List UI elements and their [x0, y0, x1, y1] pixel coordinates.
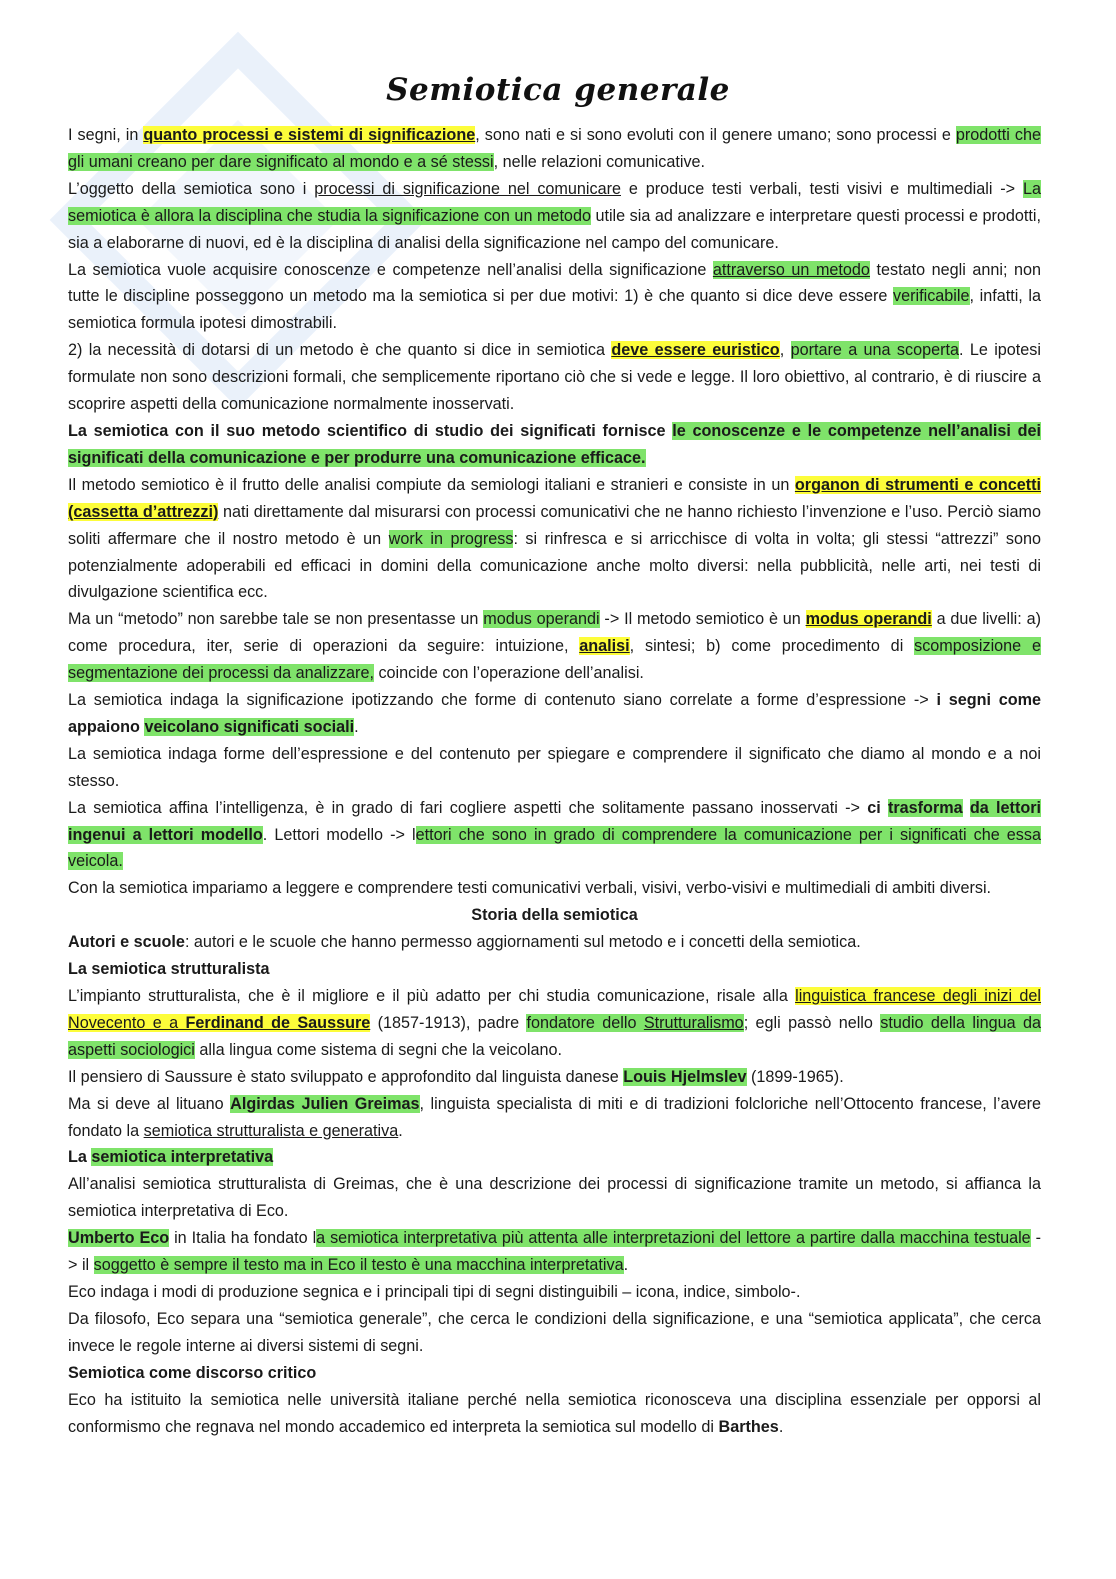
text-run: testato negli anni; non tutte le discipline posseggono un metodo ma la semiotica si per due motivi: 1) è che quanto si dice deve essere — [68, 260, 1042, 306]
text-run: in Italia ha fondato l — [169, 1229, 317, 1248]
paragraph — [68, 795, 1041, 876]
highlighted-text: veicolano significati sociali — [144, 717, 355, 736]
text-run: , nelle relazioni comunicative. — [493, 152, 706, 171]
text-run: Storia della semiotica — [471, 906, 638, 925]
highlighted-text: da lettori ingenui a lettori modello — [68, 798, 1042, 844]
highlighted-text: work in progress — [388, 529, 514, 548]
text-run: coincide con l’operazione dell’analisi. — [373, 664, 644, 683]
text-run: . — [623, 1256, 629, 1275]
text-run: , — [779, 341, 791, 360]
highlighted-text: soggetto è sempre il testo ma in Eco il testo è una macchina interpretativa — [93, 1256, 624, 1275]
paragraph — [68, 472, 1041, 607]
paragraph — [68, 1225, 1041, 1279]
text-run: I segni, in — [68, 126, 144, 144]
highlighted-text: organon di strumenti e concetti (cassetta d’attrezzi) — [68, 475, 1041, 521]
paragraph — [68, 1171, 1041, 1225]
paragraph — [68, 257, 1041, 338]
highlighted-text: ettori che sono in grado di comprendere la comunicazione per i significati che essa veicola. — [68, 825, 1041, 871]
highlighted-text: semiotica interpretativa — [91, 1148, 274, 1167]
text-run: 2) la necessità di dotarsi di un metodo è che quanto si dice in semiotica — [68, 341, 612, 360]
highlighted-text: fondatore dello — [526, 1013, 644, 1032]
document-body — [68, 122, 1041, 1440]
text-run — [963, 799, 970, 817]
text-run: La semiotica vuole acquisire conoscenze e competenze nell’analisi della significazione — [68, 260, 713, 279]
paragraph — [68, 1279, 1041, 1306]
highlighted-text: Umberto Eco — [68, 1229, 170, 1248]
text-run: alla lingua come sistema di segni che la veicolano. — [194, 1040, 562, 1059]
paragraph — [68, 929, 1041, 956]
paragraph — [68, 741, 1041, 795]
section-title — [68, 902, 1041, 929]
highlighted-text: Louis Hjelmslev — [623, 1067, 747, 1086]
text-run: . — [354, 717, 359, 736]
page-title: Semiotica generale — [386, 72, 730, 108]
text-run: Il metodo semiotico è il frutto delle analisi compiute da semiologi italiani e stranieri e consiste in un — [68, 475, 795, 494]
highlighted-text: analisi — [579, 637, 630, 656]
highlighted-text: Ferdinand de Saussure — [185, 1013, 371, 1032]
highlighted-text: prodotti che gli umani creano per dare significato al mondo e a sé stessi — [68, 126, 1041, 171]
text-run: a due livelli: a) come procedura, iter, serie di operazioni da seguire: intuizione, — [68, 610, 1041, 656]
section-heading — [68, 1144, 1041, 1171]
text-run: L’oggetto della semiotica sono i — [68, 179, 315, 198]
paragraph — [68, 983, 1041, 1064]
text-run: Da filosofo, Eco separa una “semiotica generale”, che cerca le condizioni della significazione, e una “semiotica applicata”, che cerca invece le regole interne ai diversi sistemi di segni. — [68, 1309, 1041, 1355]
highlighted-text: portare a una scoperta — [790, 341, 959, 360]
text-run: Ma si deve al lituano — [68, 1094, 231, 1113]
text-run: -> il — [68, 1229, 1041, 1275]
text-run: , infatti, la semiotica formula ipotesi dimostrabili. — [68, 287, 1041, 333]
paragraph — [68, 337, 1041, 418]
text-run: ci — [867, 798, 888, 817]
text-run: La semiotica con il suo metodo scientifico di studio dei significati fornisce — [68, 421, 673, 440]
highlighted-text: attraverso un metodo — [712, 260, 870, 279]
text-run: L’impianto strutturalista, che è il migliore e il più adatto per chi studia comunicazione, risale alla — [68, 987, 796, 1005]
highlighted-text: quanto processi e sistemi di significazione — [143, 126, 476, 144]
text-run: . Le ipotesi formulate non sono descrizioni formali, che semplicemente riportano ciò che si vede e legge. Il loro obiettivo, al contrario, è di riuscire a scoprire aspetti della comunicazione normalmente inosservati. — [68, 341, 1041, 414]
text-run: . Lettori modello -> l — [262, 825, 416, 844]
highlighted-text: verificabile — [893, 287, 970, 306]
text-run: Eco ha istituito la semiotica nelle università italiane perché nella semiotica riconosceva una disciplina essenziale per opporsi al conformismo che regnava nel mondo accademico ed interpreta la semiotica sul modello di — [68, 1390, 1041, 1436]
paragraph — [68, 875, 1041, 902]
paragraph — [68, 606, 1041, 687]
paragraph — [68, 1306, 1041, 1360]
highlighted-text: studio della lingua da aspetti sociologici — [68, 1013, 1041, 1059]
paragraph — [68, 687, 1041, 741]
paragraph — [68, 122, 1041, 176]
text-run: e produce testi verbali, testi visivi e multimediali -> — [621, 179, 1023, 198]
highlighted-text: Strutturalismo — [643, 1013, 744, 1032]
text-run: : autori e le scuole che hanno permesso aggiornamenti sul metodo e i concetti della semiotica. — [184, 933, 861, 952]
text-run: (1899-1965). — [746, 1067, 844, 1086]
paragraph — [68, 1091, 1041, 1145]
paragraph — [68, 1064, 1041, 1091]
text-run: semiotica strutturalista e generativa — [143, 1121, 399, 1140]
text-run: -> Il metodo semiotico è un — [599, 610, 806, 629]
paragraph — [68, 176, 1041, 257]
text-run: Ma un “metodo” non sarebbe tale se non presentasse un — [68, 610, 484, 629]
text-run: La semiotica strutturalista — [68, 960, 270, 979]
text-run: , sono nati e si sono evoluti con il genere umano; sono processi e — [475, 126, 956, 144]
text-run: . — [398, 1121, 403, 1140]
text-run: utile sia ad analizzare e interpretare questi processi e prodotti, sia a elaborarne di nuovi, ed è la disciplina di analisi della significazione nel campo del comunicare. — [68, 206, 1041, 252]
text-run: Barthes — [718, 1417, 779, 1436]
section-heading — [68, 956, 1041, 983]
highlighted-text: Algirdas Julien Greimas — [230, 1094, 420, 1113]
text-run: (1857-1913), padre — [370, 1013, 527, 1032]
text-run: La — [68, 1148, 92, 1167]
text-run: , sintesi; b) come procedimento di — [629, 637, 915, 656]
text-run: Autori e scuole — [68, 933, 185, 952]
paragraph — [68, 1387, 1041, 1441]
text-run: . — [778, 1417, 784, 1436]
highlighted-text: a semiotica interpretativa più attenta alle interpretazioni del lettore a partire dalla macchina testuale — [316, 1229, 1031, 1248]
text-run: La semiotica affina l’intelligenza, è in grado di fari cogliere aspetti che solitamente passano inosservati -> — [68, 798, 868, 817]
text-run: La semiotica indaga la significazione ipotizzando che forme di contenuto siano correlate a forme d’espressione -> — [68, 691, 937, 710]
text-run: , linguista specialista di miti e di tradizioni folcloriche nell’Ottocento francese, l’avere fondato la — [68, 1094, 1041, 1140]
text-run: nati direttamente dal misurarsi con processi comunicativi che ne hanno richiesto l’invenzione e l’uso. Perciò siamo soliti affermare che il nostro metodo è un — [68, 502, 1042, 548]
text-run: : si rinfresca e si arricchisce di volta in volta; gli stessi “attrezzi” sono potenzialmente adoperabili ed efficaci in domini della comunicazione anche molto diversi: nella pubblicità, nelle arti, nei testi di divulgazione scientifica ecc. — [68, 529, 1041, 602]
highlighted-text: modus operandi — [805, 610, 932, 629]
highlighted-text: linguistica francese degli inizi del Novecento e a — [68, 987, 1041, 1032]
text-run: i segni come appaiono — [68, 691, 1041, 736]
highlighted-text: modus operandi — [483, 610, 600, 629]
text-run: Semiotica come discorso critico — [68, 1363, 317, 1382]
text-run: ; egli passò nello — [743, 1013, 881, 1032]
text-run: La semiotica indaga forme dell’espressione e del contenuto per spiegare e comprendere il significato che diamo al mondo e a noi stesso. — [68, 744, 1041, 790]
paragraph — [68, 418, 1041, 472]
highlighted-text: le conoscenze e le competenze nell’analisi dei significati della comunicazione e per produrre una comunicazione efficace. — [68, 421, 1041, 467]
text-run: processi di significazione nel comunicare — [314, 179, 621, 198]
highlighted-text: scomposizione e segmentazione dei processi da analizzare, — [68, 637, 1041, 683]
text-run: Eco indaga i modi di produzione segnica e i principali tipi di segni distinguibili – icona, indice, simbolo-. — [68, 1282, 801, 1301]
highlighted-text: trasforma — [887, 798, 963, 817]
text-run: Il pensiero di Saussure è stato sviluppato e approfondito dal linguista danese — [68, 1067, 624, 1086]
text-run: All’analisi semiotica strutturalista di Greimas, che è una descrizione dei processi di significazione tramite un metodo, si affianca la semiotica interpretativa di Eco. — [68, 1175, 1041, 1221]
text-run: Con la semiotica impariamo a leggere e comprendere testi comunicativi verbali, visivi, verbo-visivi e multimediali di ambiti diversi. — [68, 879, 992, 898]
section-heading — [68, 1360, 1041, 1387]
highlighted-text: La semiotica è allora la disciplina che studia la significazione con un metodo — [68, 179, 1041, 225]
highlighted-text: deve essere euristico — [611, 341, 780, 360]
